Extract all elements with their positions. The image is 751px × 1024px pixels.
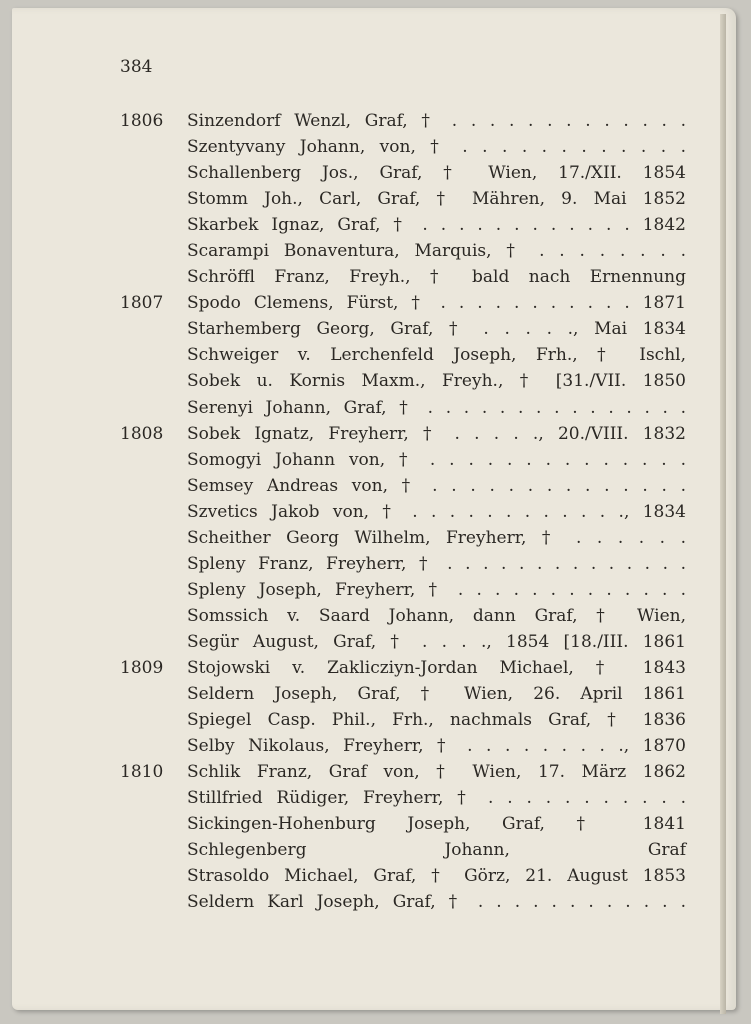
entry-row — [120, 863, 686, 889]
entry-text: Schlegenberg Johann, Graf — [187, 840, 686, 861]
entry-row — [120, 238, 686, 264]
entry-row — [120, 785, 686, 811]
entry-year: 1809 — [120, 657, 164, 678]
entry-year: 1806 — [120, 111, 164, 131]
entry-row — [120, 447, 686, 473]
entry-text: Spiegel Casp. Phil., Frh., nachmals Graf, † 1836 — [187, 710, 686, 731]
entry-year: 1807 — [120, 293, 164, 314]
entry-text: Sinzendorf Wenzl, Graf, † . . . . . . . . . . . . . — [187, 111, 686, 131]
entry-text: Stojowski v. Zaklicziyn-Jordan Michael, † 1843 — [187, 657, 686, 678]
entry-row — [120, 733, 686, 759]
entry-text: Stillfried Rüdiger, Freyherr, † . . . . . . . . . . . — [187, 788, 686, 809]
entry-text: Sickingen-Hohenburg Joseph, Graf, † 1841 — [187, 814, 686, 835]
entry-row — [120, 551, 686, 577]
entry-text: Scheither Georg Wilhelm, Freyherr, † . . . . . . — [187, 527, 686, 548]
entry-text: Selby Nikolaus, Freyherr, † . . . . . . . . ., 1870 — [187, 736, 686, 757]
entry-text: Stomm Joh., Carl, Graf, † Mähren, 9. Mai 1852 — [187, 189, 686, 210]
entry-row — [120, 603, 686, 629]
entry-text: Sobek Ignatz, Freyherr, † . . . . ., 20./VIII. 1832 — [187, 423, 686, 444]
entry-text: Seldern Joseph, Graf, † Wien, 26. April 1861 — [187, 684, 686, 705]
entry-row — [120, 342, 686, 368]
entry-text: Seldern Karl Joseph, Graf, † . . . . . . . . . . . . — [187, 892, 686, 913]
entry-text: Scarampi Bonaventura, Marquis, † . . . . . . . . — [187, 241, 686, 262]
entry-text: Somssich v. Saard Johann, dann Graf, † Wien, — [187, 605, 686, 626]
entry-row — [120, 108, 686, 134]
entry-text: Spodo Clemens, Fürst, † . . . . . . . . . . . 1871 — [187, 293, 686, 314]
entry-row — [120, 681, 686, 707]
entry-text: Spleny Franz, Freyherr, † . . . . . . . . . . . . . . — [187, 553, 686, 574]
entry-text: Szentyvany Johann, von, † . . . . . . . . . . . . — [187, 137, 686, 158]
page-edge — [720, 14, 726, 1014]
entry-text: Segür August, Graf, † . . . ., 1854 [18./III. 1861 — [187, 631, 686, 652]
entry-text: Schweiger v. Lerchenfeld Joseph, Frh., † Ischl, — [187, 345, 686, 366]
entry-text: Szvetics Jakob von, † . . . . . . . . . . . ., 1834 — [187, 501, 686, 522]
entry-row — [120, 264, 686, 290]
entry-row — [120, 525, 686, 551]
entry-text: Sobek u. Kornis Maxm., Freyh., † [31./VII. 1850 — [187, 371, 686, 392]
entry-text: Schlik Franz, Graf von, † Wien, 17. März 1862 — [187, 762, 686, 783]
entry-row — [120, 577, 686, 603]
page-number: 384 — [120, 57, 153, 77]
entry-list — [120, 108, 686, 915]
entry-row — [120, 811, 686, 837]
entry-text: Serenyi Johann, Graf, † . . . . . . . . . . . . . . . — [187, 397, 686, 418]
entry-row — [120, 395, 686, 421]
entry-text: Starhemberg Georg, Graf, † . . . . ., Mai 1834 — [187, 319, 686, 340]
entry-text: Strasoldo Michael, Graf, † Görz, 21. August 1853 — [187, 866, 686, 887]
entry-text: Skarbek Ignaz, Graf, † . . . . . . . . . . . . 1842 — [187, 215, 686, 236]
entry-row — [120, 160, 686, 186]
entry-row — [120, 212, 686, 238]
entry-row — [120, 655, 686, 681]
entry-row — [120, 837, 686, 863]
entry-text: Semsey Andreas von, † . . . . . . . . . . . . . . — [187, 475, 686, 496]
entry-row — [120, 759, 686, 785]
entry-row — [120, 421, 686, 447]
entry-row — [120, 473, 686, 499]
entry-row — [120, 889, 686, 915]
entry-row — [120, 186, 686, 212]
entry-text: Schröffl Franz, Freyh., † bald nach Ernennung — [187, 267, 686, 288]
entry-row — [120, 368, 686, 394]
entry-row — [120, 499, 686, 525]
entry-year: 1810 — [120, 762, 164, 783]
entry-text: Schallenberg Jos., Graf, † Wien, 17./XII. 1854 — [187, 163, 686, 184]
entry-text: Somogyi Johann von, † . . . . . . . . . . . . . . — [187, 449, 686, 470]
entry-row — [120, 134, 686, 160]
entry-row — [120, 316, 686, 342]
entry-year: 1808 — [120, 423, 164, 444]
entry-row — [120, 629, 686, 655]
entry-text: Spleny Joseph, Freyherr, † . . . . . . . . . . . . . — [187, 579, 686, 600]
entry-row — [120, 707, 686, 733]
entry-row — [120, 290, 686, 316]
